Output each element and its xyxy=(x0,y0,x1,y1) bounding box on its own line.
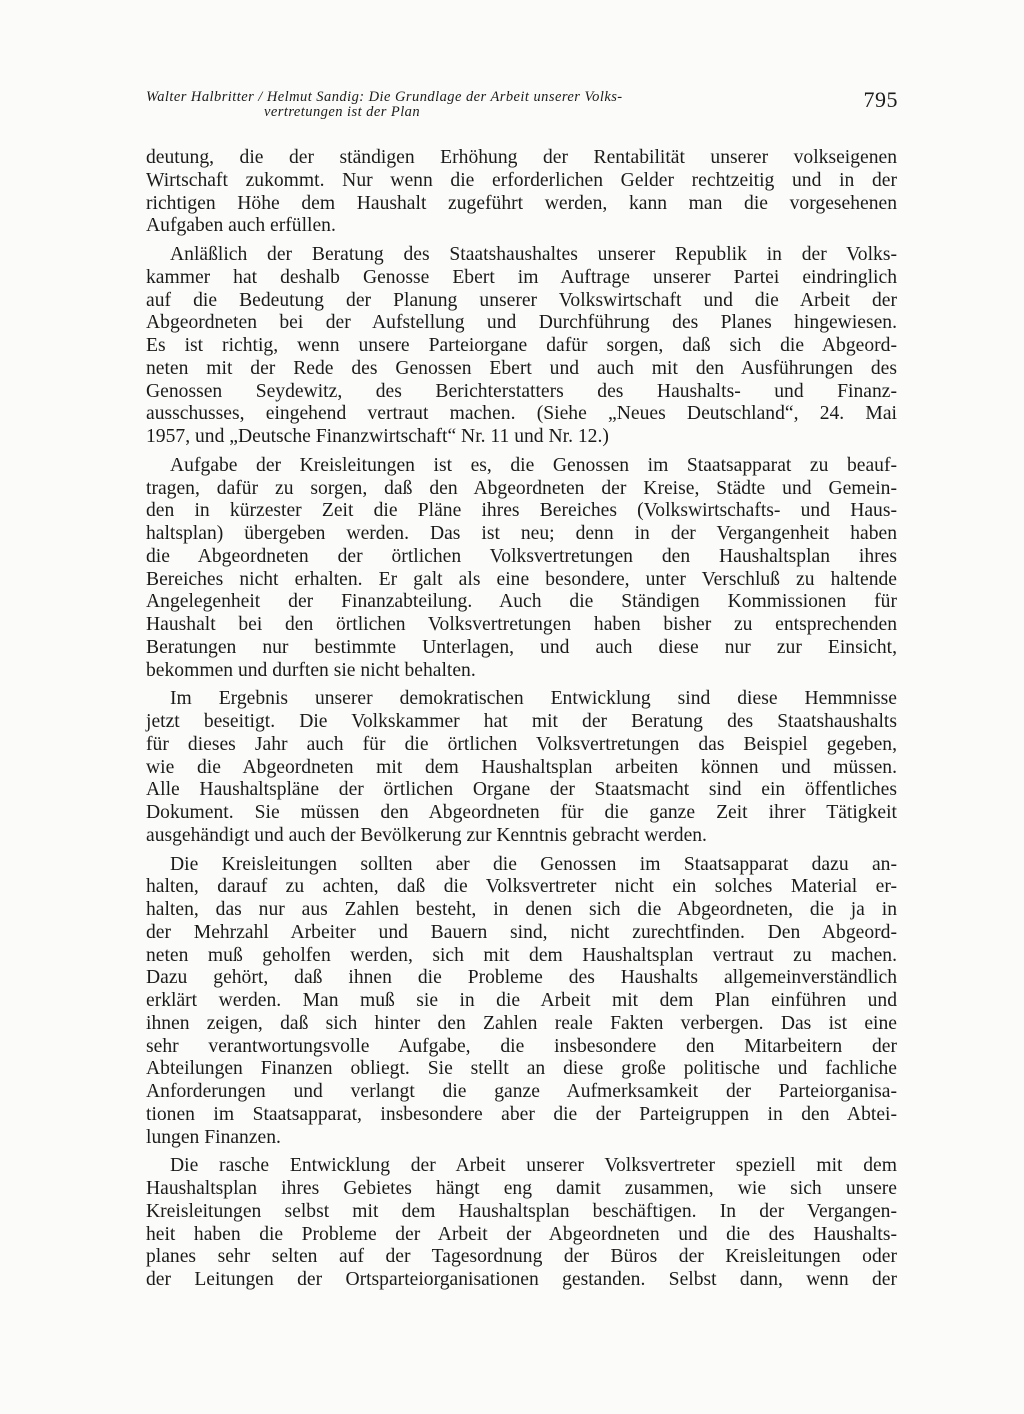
text-line: Es ist richtig, wenn unsere Parteiorgane dafür sorgen, daß sich die Abgeord- xyxy=(146,335,897,356)
text-line: Bereiches nicht erhalten. Er galt als eine besondere, unter Verschluß zu haltende xyxy=(146,568,897,590)
text-line: Im Ergebnis unserer demokratischen Entwicklung sind diese Hemmnisse xyxy=(170,688,897,710)
text-line: 1957, und „Deutsche Finanzwirtschaft“ Nr. 11 und Nr. 12.) xyxy=(146,426,609,447)
text-line: tragen, dafür zu sorgen, daß den Abgeordneten der Kreise, Städte und Gemein- xyxy=(146,477,897,499)
running-title xyxy=(146,90,786,120)
running-title-line: Walter Halbritter / Helmut Sandig: Die Grundlage der Arbeit unserer Volks- xyxy=(146,89,623,105)
paragraph xyxy=(146,147,897,238)
text-line: Kreisleitungen selbst mit dem Haushaltsplan beschäftigen. In der Vergangen- xyxy=(146,1200,897,1222)
text-line: erklärt werden. Man muß sie in die Arbeit mit dem Plan einführen und xyxy=(146,990,897,1011)
text-line: neten mit der Rede des Genossen Ebert und auch mit den Ausführungen des xyxy=(146,357,897,379)
paragraph xyxy=(146,1155,897,1292)
text-line: Dazu gehört, daß ihnen die Probleme des Haushalts allgemeinverständlich xyxy=(146,967,897,989)
text-line: für dieses Jahr auch für die örtlichen Volksvertretungen das Beispiel gegeben, xyxy=(146,733,897,755)
text-line: haltsplan) übergeben werden. Das ist neu; denn in der Vergangenheit haben xyxy=(146,523,897,544)
text-line: Aufgaben auch erfüllen. xyxy=(146,215,336,237)
text-line: planes sehr selten auf der Tagesordnung der Büros der Kreisleitungen oder xyxy=(146,1246,897,1268)
body-text xyxy=(146,147,897,1298)
text-line: ihnen zeigen, daß sich hinter den Zahlen reale Fakten verbergen. Das ist eine xyxy=(146,1012,897,1034)
text-line: Beratungen nur bestimmte Unterlagen, und auch diese nur zur Einsicht, xyxy=(146,636,897,658)
paragraph xyxy=(146,688,897,847)
text-line: die Abgeordneten der örtlichen Volksvertretungen den Haushaltsplan ihres xyxy=(146,545,897,567)
text-line: deutung, die der ständigen Erhöhung der Rentabilität unserer volkseigenen xyxy=(146,147,897,168)
text-line: auf die Bedeutung der Planung unserer Volkswirtschaft und die Arbeit der xyxy=(146,289,897,311)
text-line: der Mehrzahl Arbeiter und Bauern sind, nicht zurechtfinden. Den Abgeord- xyxy=(146,921,897,943)
text-line: Genossen Seydewitz, des Berichterstatters des Haushalts- und Finanz- xyxy=(146,380,897,402)
text-line: Abgeordneten bei der Aufstellung und Durchführung des Planes hingewiesen. xyxy=(146,312,897,334)
text-line: jetzt beseitigt. Die Volkskammer hat mit der Beratung des Staatshaushalts xyxy=(146,711,897,732)
running-header xyxy=(146,88,906,128)
text-line: halten, das nur aus Zahlen besteht, in denen sich die Abgeordneten, die ja in xyxy=(146,899,897,920)
text-line: der Leitungen der Ortsparteiorganisationen gestanden. Selbst dann, wenn der xyxy=(146,1269,897,1290)
running-title-line: vertretungen ist der Plan xyxy=(264,104,421,120)
text-line: Alle Haushaltspläne der örtlichen Organe der Staatsmacht sind ein öffentliches xyxy=(146,779,897,801)
text-line: tionen im Staatsapparat, insbesondere aber die der Parteigruppen in den Abtei- xyxy=(146,1103,897,1125)
text-line: Anläßlich der Beratung des Staatshaushaltes unserer Republik in der Volks- xyxy=(170,244,897,265)
text-line: Anforderungen und verlangt die ganze Aufmerksamkeit der Parteiorganisa- xyxy=(146,1081,897,1102)
text-line: den in kürzester Zeit die Pläne ihres Bereiches (Volkswirtschafts- und Haus- xyxy=(146,500,897,522)
paragraph xyxy=(146,455,897,683)
paragraph xyxy=(146,854,897,1150)
text-line: Die rasche Entwicklung der Arbeit unserer Volksvertreter speziell mit dem xyxy=(170,1155,897,1177)
text-line: Dokument. Sie müssen den Abgeordneten für die ganze Zeit ihrer Tätigkeit xyxy=(146,802,897,823)
text-line: Abteilungen Finanzen obliegt. Sie stellt an diese große politische und fachliche xyxy=(146,1058,897,1080)
text-line: ausgehändigt und auch der Bevölkerung zur Kenntnis gebracht werden. xyxy=(146,824,707,846)
text-line: Aufgabe der Kreisleitungen ist es, die Genossen im Staatsapparat zu beauf- xyxy=(170,454,897,476)
paragraph xyxy=(146,244,897,449)
text-line: kammer hat deshalb Genosse Ebert im Auftrage unserer Partei eindringlich xyxy=(146,266,897,288)
page-number: 795 xyxy=(863,87,898,112)
text-line: halten, darauf zu achten, daß die Volksvertreter nicht ein solches Material er- xyxy=(146,876,897,898)
text-line: lungen Finanzen. xyxy=(146,1126,281,1148)
text-line: richtigen Höhe dem Haushalt zugeführt werden, kann man die vorgesehenen xyxy=(146,192,897,214)
text-line: sehr verantwortungsvolle Aufgabe, die insbesondere den Mitarbeitern der xyxy=(146,1035,897,1057)
text-line: Haushalt bei den örtlichen Volksvertretungen haben bisher zu entsprechenden xyxy=(146,614,897,635)
text-line: ausschusses, eingehend vertraut machen. (Siehe „Neues Deutschland“, 24. Mai xyxy=(146,403,897,425)
text-line: Angelegenheit der Finanzabteilung. Auch die Ständigen Kommissionen für xyxy=(146,591,897,613)
text-line: neten muß geholfen werden, sich mit dem Haushaltsplan vertraut zu machen. xyxy=(146,944,897,966)
text-line: wie die Abgeordneten mit dem Haushaltsplan arbeiten können und müssen. xyxy=(146,756,897,778)
text-line: bekommen und durften sie nicht behalten. xyxy=(146,659,476,681)
text-line: Die Kreisleitungen sollten aber die Genossen im Staatsapparat dazu an- xyxy=(170,853,897,875)
text-line: Wirtschaft zukommt. Nur wenn die erforderlichen Gelder rechtzeitig und in der xyxy=(146,169,897,191)
text-line: Haushaltsplan ihres Gebietes hängt eng damit zusammen, wie sich unsere xyxy=(146,1178,897,1199)
text-line: heit haben die Probleme der Arbeit der Abgeordneten und die des Haushalts- xyxy=(146,1223,897,1245)
